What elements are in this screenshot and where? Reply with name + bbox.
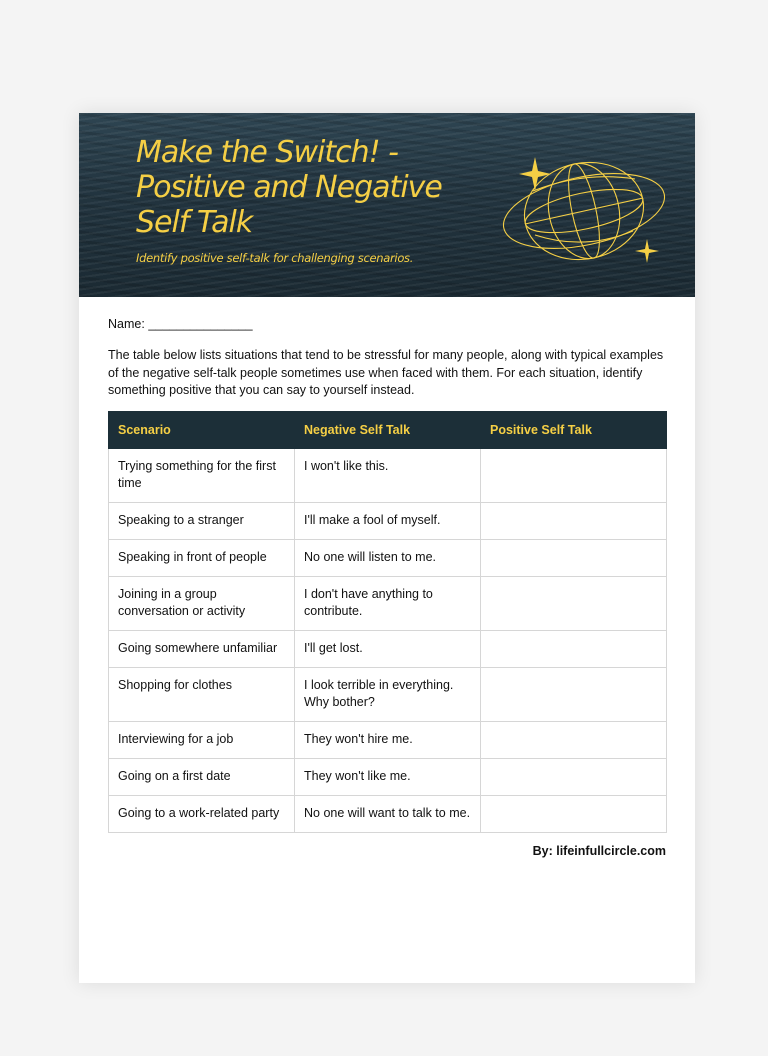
column-header-negative: Negative Self Talk	[295, 412, 481, 449]
scenario-cell: Interviewing for a job	[109, 722, 295, 759]
title-line-1: Make the Switch! -	[136, 135, 398, 170]
negative-cell: I'll get lost.	[295, 631, 481, 668]
negative-cell: No one will listen to me.	[295, 540, 481, 577]
name-field	[108, 317, 253, 331]
name-label: Name:	[108, 317, 145, 331]
negative-cell: No one will want to talk to me.	[295, 796, 481, 833]
table-header-row	[109, 412, 667, 449]
scenario-cell: Going on a first date	[109, 759, 295, 796]
scenario-cell: Speaking in front of people	[109, 540, 295, 577]
globe-with-sparkles-icon	[499, 131, 679, 281]
positive-cell[interactable]	[481, 631, 667, 668]
positive-cell[interactable]	[481, 577, 667, 631]
scenario-cell: Speaking to a stranger	[109, 503, 295, 540]
scenario-cell: Trying something for the first time	[109, 449, 295, 503]
negative-cell: I'll make a fool of myself.	[295, 503, 481, 540]
worksheet-title	[136, 135, 476, 240]
table-row	[109, 577, 667, 631]
source-credit: By: lifeinfullcircle.com	[532, 844, 666, 858]
table-row	[109, 503, 667, 540]
negative-cell: I don't have anything to contribute.	[295, 577, 481, 631]
scenario-cell: Going somewhere unfamiliar	[109, 631, 295, 668]
name-blank[interactable]: _______________	[148, 317, 253, 331]
title-line-2: Positive and Negative	[136, 170, 442, 205]
positive-cell[interactable]	[481, 759, 667, 796]
worksheet-page	[79, 113, 695, 983]
scenario-cell: Going to a work-related party	[109, 796, 295, 833]
table-row	[109, 759, 667, 796]
positive-cell[interactable]	[481, 668, 667, 722]
positive-cell[interactable]	[481, 449, 667, 503]
scenario-cell: Joining in a group conversation or activity	[109, 577, 295, 631]
table-row	[109, 722, 667, 759]
table-row	[109, 668, 667, 722]
negative-cell: They won't hire me.	[295, 722, 481, 759]
positive-cell[interactable]	[481, 722, 667, 759]
table-row	[109, 540, 667, 577]
positive-cell[interactable]	[481, 796, 667, 833]
title-line-3: Self Talk	[136, 205, 253, 240]
table-row	[109, 631, 667, 668]
worksheet-subtitle: Identify positive self-talk for challenging scenarios.	[136, 251, 414, 265]
self-talk-table	[108, 411, 667, 833]
positive-cell[interactable]	[481, 503, 667, 540]
scenario-cell: Shopping for clothes	[109, 668, 295, 722]
column-header-positive: Positive Self Talk	[481, 412, 667, 449]
header-banner	[79, 113, 695, 297]
table-row	[109, 796, 667, 833]
instructions-paragraph: The table below lists situations that tend to be stressful for many people, along with typical examples of the negative self-talk people sometimes use when faced with them. For each situation, identify something positive that you can say to yourself instead.	[108, 348, 664, 397]
negative-cell: I look terrible in everything. Why bother?	[295, 668, 481, 722]
column-header-scenario: Scenario	[109, 412, 295, 449]
positive-cell[interactable]	[481, 540, 667, 577]
negative-cell: They won't like me.	[295, 759, 481, 796]
table-row	[109, 449, 667, 503]
negative-cell: I won't like this.	[295, 449, 481, 503]
